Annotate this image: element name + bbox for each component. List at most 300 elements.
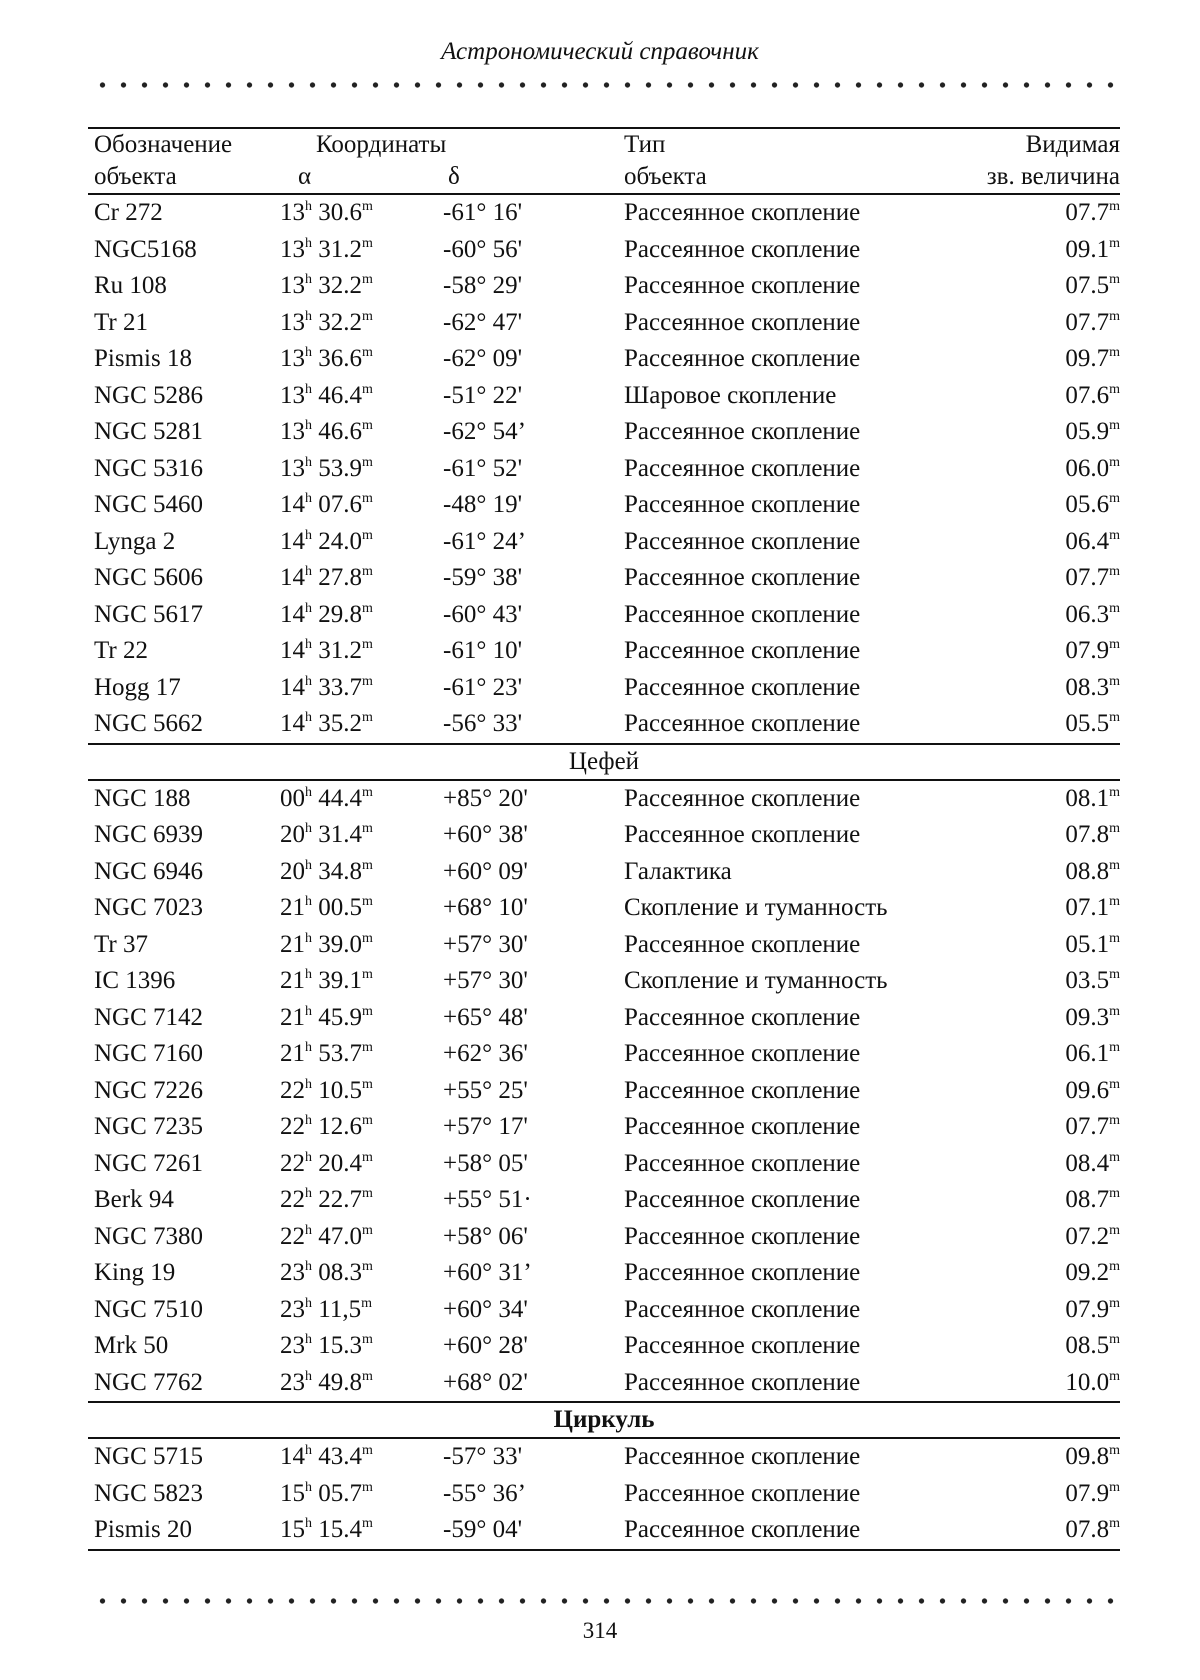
- ra-minutes: 27.8: [318, 564, 362, 591]
- ra-minutes: 12.6: [318, 1113, 362, 1140]
- ra-minutes: 53.9: [318, 454, 362, 482]
- hour-unit: h: [305, 418, 312, 433]
- table-header-row-2: [88, 161, 1120, 193]
- minute-unit: m: [362, 418, 373, 433]
- minute-unit: m: [362, 894, 373, 909]
- object-type: Рассеянное скопление: [624, 1479, 861, 1507]
- object-type: Рассеянное скопление: [624, 527, 861, 555]
- object-type: Рассеянное скопление: [624, 272, 861, 299]
- hour-unit: h: [305, 1259, 312, 1274]
- table-row: [88, 232, 1120, 269]
- object-type: Скопление и туманность: [624, 967, 888, 994]
- object-type: Рассеянное скопление: [624, 637, 861, 664]
- ra-minutes: 32.2: [318, 308, 362, 336]
- ra-minutes: 39.1: [318, 967, 362, 994]
- right-ascension: [280, 1113, 373, 1141]
- object-name: IC 1396: [94, 967, 176, 994]
- right-ascension: [280, 199, 373, 227]
- hour-unit: h: [305, 272, 312, 287]
- object-name: Ru 108: [94, 272, 167, 299]
- hour-unit: h: [305, 199, 312, 214]
- magnitude-unit: m: [1109, 894, 1120, 909]
- magnitude-value: 09.2: [1065, 1259, 1110, 1286]
- hour-unit: h: [305, 527, 312, 543]
- magnitude: [1065, 1040, 1120, 1068]
- ra-minutes: 34.8: [318, 857, 362, 885]
- declination: -59° 38': [443, 564, 523, 591]
- right-ascension: [280, 674, 373, 702]
- declination: -61° 23': [443, 673, 523, 701]
- ra-hours: 13: [280, 199, 305, 226]
- magnitude-unit: m: [1109, 199, 1120, 214]
- magnitude: [1065, 967, 1120, 995]
- declination: -61° 16': [443, 199, 523, 226]
- minute-unit: m: [361, 1295, 372, 1311]
- minute-unit: m: [362, 491, 373, 506]
- ra-minutes: 05.7: [318, 1479, 362, 1507]
- right-ascension: [280, 1296, 372, 1324]
- hour-unit: h: [305, 1332, 312, 1347]
- magnitude-value: 07.2: [1065, 1222, 1110, 1250]
- ra-minutes: 35.2: [318, 710, 362, 737]
- object-name: King 19: [94, 1259, 176, 1286]
- magnitude: [1065, 1113, 1120, 1141]
- declination: +65° 48': [443, 1003, 528, 1031]
- right-ascension: [280, 601, 373, 629]
- magnitude-unit: m: [1109, 454, 1120, 470]
- declination: +60° 31’: [443, 1259, 532, 1286]
- declination: -61° 52': [443, 454, 523, 482]
- magnitude-value: 09.3: [1065, 1003, 1110, 1031]
- magnitude-value: 06.3: [1065, 600, 1110, 628]
- object-type: Рассеянное скопление: [624, 564, 861, 591]
- magnitude: [1065, 821, 1120, 849]
- object-name: Mrk 50: [94, 1332, 169, 1359]
- magnitude: [1065, 418, 1120, 446]
- minute-unit: m: [362, 308, 373, 324]
- table-row: [88, 305, 1120, 342]
- magnitude-unit: m: [1109, 1332, 1120, 1347]
- magnitude: [1065, 1259, 1120, 1287]
- ra-hours: 22: [280, 1222, 305, 1250]
- magnitude-value: 07.7: [1065, 308, 1110, 336]
- object-name: Hogg 17: [94, 673, 181, 701]
- ra-minutes: 47.0: [318, 1222, 362, 1250]
- object-type: Рассеянное скопление: [624, 1332, 861, 1359]
- magnitude-unit: m: [1109, 1076, 1120, 1092]
- declination: +85° 20': [443, 784, 528, 812]
- right-ascension: [280, 1369, 373, 1397]
- hour-unit: h: [305, 894, 312, 909]
- header-designation: Обозначение: [94, 131, 233, 158]
- hour-unit: h: [305, 1113, 312, 1128]
- magnitude-unit: m: [1109, 1479, 1120, 1495]
- header-magnitude: Видимая: [1025, 131, 1120, 158]
- hour-unit: h: [305, 1003, 312, 1019]
- magnitude-unit: m: [1109, 381, 1120, 397]
- table-row: [88, 268, 1120, 305]
- magnitude-unit: m: [1109, 1259, 1120, 1274]
- minute-unit: m: [362, 1040, 373, 1055]
- magnitude-unit: m: [1109, 1222, 1120, 1238]
- table-row: [88, 1036, 1120, 1073]
- object-name: Tr 21: [94, 308, 148, 336]
- ra-minutes: 31.2: [318, 235, 362, 263]
- header-magnitude-line2: зв. величина: [986, 163, 1120, 190]
- magnitude-unit: m: [1109, 673, 1120, 689]
- right-ascension: [280, 528, 373, 556]
- magnitude: [1065, 858, 1120, 886]
- ra-hours: 14: [280, 527, 305, 555]
- ra-minutes: 31.4: [318, 821, 362, 848]
- ra-hours: 21: [280, 1040, 305, 1067]
- magnitude-value: 08.8: [1065, 857, 1110, 885]
- minute-unit: m: [362, 381, 373, 397]
- hour-unit: h: [305, 564, 312, 579]
- right-ascension: [280, 1186, 373, 1214]
- minute-unit: m: [362, 527, 373, 543]
- minute-unit: m: [362, 345, 373, 360]
- running-head: Астрономический справочник: [441, 38, 759, 65]
- magnitude: [1065, 1150, 1120, 1178]
- minute-unit: m: [362, 199, 373, 214]
- magnitude-unit: m: [1109, 784, 1120, 800]
- ra-minutes: 15.3: [318, 1332, 362, 1359]
- declination: +60° 38': [443, 821, 528, 848]
- object-type: Рассеянное скопление: [624, 1113, 861, 1140]
- right-ascension: [280, 1077, 373, 1105]
- ra-minutes: 00.5: [318, 894, 362, 921]
- object-type: Рассеянное скопление: [624, 199, 861, 226]
- dotted-divider-top: [92, 80, 1122, 90]
- hour-unit: h: [305, 381, 312, 397]
- minute-unit: m: [362, 1186, 373, 1201]
- magnitude: [1065, 1004, 1120, 1032]
- right-ascension: [280, 564, 373, 592]
- hour-unit: h: [305, 1479, 312, 1495]
- right-ascension: [280, 821, 373, 849]
- minute-unit: m: [362, 1443, 373, 1458]
- table-row: [88, 341, 1120, 378]
- object-name: Lynga 2: [94, 527, 176, 555]
- magnitude-value: 05.9: [1065, 418, 1110, 445]
- catalog-table: [88, 127, 1120, 1551]
- table-row: [88, 1000, 1120, 1037]
- magnitude-unit: m: [1109, 418, 1120, 433]
- ra-hours: 22: [280, 1113, 305, 1140]
- hour-unit: h: [305, 454, 312, 470]
- object-type: Рассеянное скопление: [624, 1259, 861, 1286]
- ra-hours: 23: [280, 1295, 305, 1323]
- table-row: [88, 597, 1120, 634]
- magnitude-value: 08.5: [1065, 1332, 1110, 1359]
- object-type: Рассеянное скопление: [624, 491, 861, 518]
- magnitude-value: 07.8: [1065, 821, 1110, 848]
- magnitude-value: 07.9: [1065, 1479, 1110, 1507]
- ra-hours: 14: [280, 600, 305, 628]
- hour-unit: h: [305, 308, 312, 324]
- magnitude-value: 07.5: [1065, 272, 1110, 299]
- table-row: [88, 1439, 1120, 1476]
- right-ascension: [280, 1150, 373, 1178]
- magnitude-unit: m: [1109, 967, 1120, 982]
- magnitude-unit: m: [1109, 1516, 1120, 1531]
- declination: -57° 33': [443, 1443, 523, 1470]
- declination: +60° 34': [443, 1295, 528, 1323]
- object-type: Галактика: [624, 857, 732, 885]
- right-ascension: [280, 236, 373, 264]
- hour-unit: h: [305, 821, 312, 836]
- magnitude-unit: m: [1109, 857, 1120, 873]
- table-row: [88, 633, 1120, 670]
- ra-minutes: 36.6: [318, 345, 362, 372]
- magnitude-unit: m: [1109, 1368, 1120, 1384]
- object-type: Рассеянное скопление: [624, 1516, 861, 1543]
- table-header-row-1: [88, 129, 1120, 161]
- magnitude-value: 09.8: [1065, 1443, 1110, 1470]
- magnitude: [1065, 710, 1120, 738]
- ra-hours: 13: [280, 381, 305, 409]
- object-type: Рассеянное скопление: [624, 1186, 861, 1213]
- table-row: [88, 1328, 1120, 1365]
- magnitude: [1065, 1369, 1120, 1397]
- magnitude: [1065, 1332, 1120, 1360]
- object-type: Рассеянное скопление: [624, 673, 861, 701]
- minute-unit: m: [362, 637, 373, 652]
- object-name: NGC 5617: [94, 600, 204, 628]
- right-ascension: [280, 858, 373, 886]
- magnitude-value: 07.9: [1065, 637, 1110, 664]
- ra-minutes: 08.3: [318, 1259, 362, 1286]
- magnitude-value: 06.0: [1065, 454, 1110, 482]
- minute-unit: m: [362, 710, 373, 725]
- declination: -62° 09': [443, 345, 523, 372]
- magnitude-value: 09.6: [1065, 1076, 1110, 1104]
- object-name: NGC 188: [94, 784, 191, 812]
- object-type: Рассеянное скопление: [624, 1222, 861, 1250]
- right-ascension: [280, 1332, 373, 1360]
- table-row: [88, 1219, 1120, 1256]
- ra-hours: 22: [280, 1149, 305, 1177]
- minute-unit: m: [362, 235, 373, 251]
- magnitude: [1065, 491, 1120, 519]
- magnitude-unit: m: [1109, 1186, 1120, 1201]
- minute-unit: m: [362, 600, 373, 616]
- object-name: NGC 7160: [94, 1040, 204, 1067]
- ra-hours: 13: [280, 235, 305, 263]
- minute-unit: m: [362, 564, 373, 579]
- magnitude-unit: m: [1109, 1149, 1120, 1165]
- right-ascension: [280, 1480, 373, 1508]
- magnitude: [1065, 272, 1120, 300]
- header-type: Тип: [624, 131, 666, 158]
- magnitude-unit: m: [1109, 600, 1120, 616]
- object-name: NGC 5460: [94, 491, 204, 518]
- object-type: Рассеянное скопление: [624, 1443, 861, 1470]
- header-designation-line2: объекта: [94, 163, 177, 190]
- table-body: [88, 195, 1120, 1551]
- ra-minutes: 24.0: [318, 527, 362, 555]
- ra-hours: 14: [280, 710, 305, 737]
- right-ascension: [280, 345, 373, 373]
- right-ascension: [280, 272, 373, 300]
- object-name: Tr 37: [94, 930, 148, 958]
- declination: -62° 54’: [443, 418, 526, 445]
- minute-unit: m: [362, 1149, 373, 1165]
- object-name: NGC 5715: [94, 1443, 204, 1470]
- right-ascension: [280, 967, 373, 995]
- magnitude-unit: m: [1109, 527, 1120, 543]
- ra-minutes: 45.9: [318, 1003, 362, 1031]
- magnitude: [1065, 1077, 1120, 1105]
- table-row: [88, 524, 1120, 561]
- object-name: NGC 7142: [94, 1003, 204, 1031]
- object-name: Cr 272: [94, 199, 163, 226]
- table-row: [88, 963, 1120, 1000]
- magnitude: [1065, 1186, 1120, 1214]
- page-number: 314: [582, 1618, 618, 1643]
- declination: +57° 30': [443, 930, 528, 958]
- magnitude-value: 06.4: [1065, 527, 1110, 555]
- declination: -56° 33': [443, 710, 523, 737]
- object-name: Pismis 18: [94, 345, 192, 372]
- object-name: NGC 5606: [94, 564, 204, 591]
- minute-unit: m: [362, 1222, 373, 1238]
- ra-hours: 13: [280, 308, 305, 336]
- object-name: NGC5168: [94, 235, 197, 263]
- magnitude-unit: m: [1109, 710, 1120, 725]
- minute-unit: m: [362, 1259, 373, 1274]
- object-type: Шаровое скопление: [624, 381, 837, 409]
- object-type: Рассеянное скопление: [624, 784, 861, 812]
- table-row: [88, 670, 1120, 707]
- ra-hours: 23: [280, 1368, 305, 1396]
- hour-unit: h: [305, 235, 312, 251]
- ra-minutes: 31.2: [318, 637, 362, 664]
- object-type: Рассеянное скопление: [624, 821, 861, 848]
- minute-unit: m: [362, 821, 373, 836]
- object-name: Tr 22: [94, 637, 148, 664]
- magnitude-unit: m: [1109, 272, 1120, 287]
- magnitude-unit: m: [1109, 235, 1120, 251]
- right-ascension: [280, 309, 373, 337]
- object-type: Рассеянное скопление: [624, 345, 861, 372]
- magnitude-unit: m: [1109, 345, 1120, 360]
- ra-hours: 00: [280, 784, 305, 812]
- hour-unit: h: [305, 710, 312, 725]
- ra-minutes: 46.4: [318, 381, 362, 409]
- table-bottom-rule: [88, 1549, 1120, 1551]
- minute-unit: m: [362, 967, 373, 982]
- right-ascension: [280, 1004, 373, 1032]
- object-name: NGC 5662: [94, 710, 204, 737]
- object-type: Скопление и туманность: [624, 894, 888, 921]
- object-name: Berk 94: [94, 1186, 174, 1213]
- magnitude-value: 05.5: [1065, 710, 1110, 737]
- ra-hours: 21: [280, 894, 305, 921]
- ra-hours: 21: [280, 1003, 305, 1031]
- hour-unit: h: [305, 1040, 312, 1055]
- magnitude: [1065, 1516, 1120, 1544]
- minute-unit: m: [362, 784, 373, 800]
- object-name: NGC 5823: [94, 1479, 204, 1507]
- table-row: [88, 1073, 1120, 1110]
- object-type: Рассеянное скопление: [624, 1149, 861, 1177]
- ra-minutes: 11,5: [318, 1295, 362, 1323]
- magnitude: [1065, 309, 1120, 337]
- table-row: [88, 560, 1120, 597]
- declination: -58° 29': [443, 272, 523, 299]
- declination: +58° 05': [443, 1149, 528, 1177]
- right-ascension: [280, 418, 373, 446]
- table-row: [88, 195, 1120, 232]
- magnitude-value: 08.4: [1065, 1149, 1110, 1177]
- magnitude-unit: m: [1109, 1113, 1120, 1128]
- object-name: NGC 7226: [94, 1076, 204, 1104]
- ra-hours: 21: [280, 967, 305, 994]
- magnitude-value: 03.5: [1065, 967, 1110, 994]
- object-type: Рассеянное скопление: [624, 600, 861, 628]
- declination: +60° 09': [443, 857, 528, 885]
- magnitude-unit: m: [1109, 1003, 1120, 1019]
- minute-unit: m: [362, 454, 373, 470]
- section-title: Цефей: [568, 747, 640, 775]
- declination: -59° 04': [443, 1516, 523, 1543]
- right-ascension: [280, 710, 373, 738]
- ra-minutes: 20.4: [318, 1149, 362, 1177]
- right-ascension: [280, 931, 373, 959]
- object-name: NGC 5286: [94, 381, 204, 409]
- object-name: NGC 5316: [94, 454, 204, 482]
- table-row: [88, 1182, 1120, 1219]
- ra-hours: 22: [280, 1076, 305, 1104]
- object-name: NGC 7510: [94, 1295, 204, 1323]
- ra-hours: 14: [280, 491, 305, 518]
- right-ascension: [280, 382, 373, 410]
- magnitude: [1065, 382, 1120, 410]
- minute-unit: m: [362, 1076, 373, 1092]
- object-name: NGC 7023: [94, 894, 204, 921]
- magnitude-unit: m: [1109, 491, 1120, 506]
- magnitude-value: 08.3: [1065, 673, 1110, 701]
- table-row: [88, 854, 1120, 891]
- ra-minutes: 10.5: [318, 1076, 362, 1104]
- table-row: [88, 1255, 1120, 1292]
- hour-unit: h: [305, 967, 312, 982]
- minute-unit: m: [362, 1332, 373, 1347]
- minute-unit: m: [362, 673, 373, 689]
- table-row: [88, 1512, 1120, 1549]
- minute-unit: m: [362, 1479, 373, 1495]
- magnitude-value: 07.1: [1065, 894, 1110, 921]
- hour-unit: h: [305, 930, 312, 946]
- object-name: NGC 6946: [94, 857, 204, 885]
- right-ascension: [280, 455, 373, 483]
- magnitude: [1065, 345, 1120, 373]
- ra-hours: 15: [280, 1516, 305, 1543]
- hour-unit: h: [305, 857, 312, 873]
- object-type: Рассеянное скопление: [624, 235, 861, 263]
- hour-unit: h: [305, 1516, 312, 1531]
- table-row: [88, 1365, 1120, 1402]
- header-alpha: α: [298, 163, 312, 190]
- magnitude-value: 10.0: [1065, 1368, 1110, 1396]
- hour-unit: h: [305, 1295, 312, 1311]
- hour-unit: h: [305, 1076, 312, 1092]
- right-ascension: [280, 894, 373, 922]
- object-type: Рассеянное скопление: [624, 308, 861, 336]
- magnitude-unit: m: [1109, 930, 1120, 946]
